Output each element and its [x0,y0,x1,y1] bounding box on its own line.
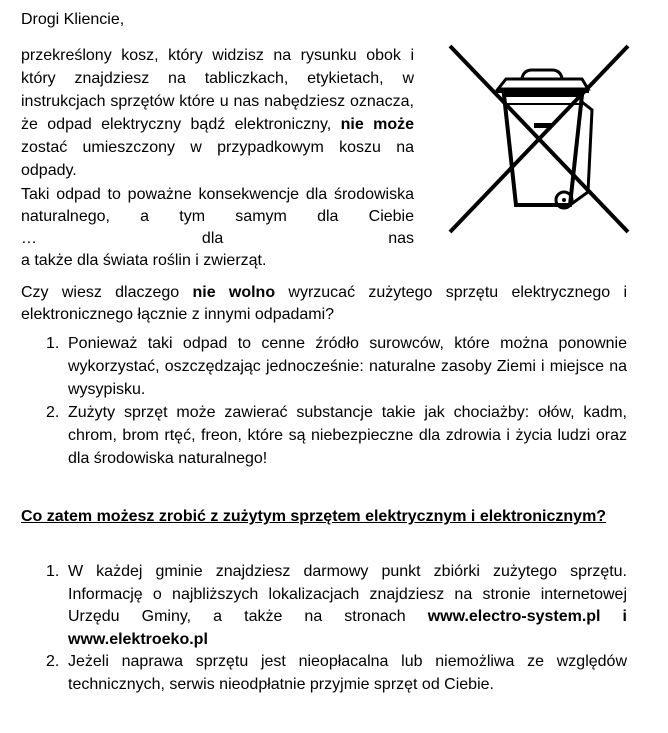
intro-emphasis: nie może [340,116,414,133]
greeting: Drogi Kliencie, [21,11,125,28]
consequences-paragraph [21,184,414,272]
consequences-word-dla: dla [201,230,224,247]
link-separator: i [600,608,627,625]
website-link-elektroeko[interactable]: www.elektroeko.pl [68,630,208,648]
intro-text-2: zostać umieszczony w przypadkowym koszu na odpady. [21,139,414,179]
list-item-number: 2. [46,404,60,421]
list-item-text: Ponieważ taki odpad to cenne źródło surowców, które można ponownie wykorzystać, oszczędzając jednocześnie: naturalne zasoby Ziemi i miejsce na wysypisku. [68,335,627,398]
list-item-number: 1. [46,335,60,352]
list-item [21,651,627,696]
actions-list [21,561,627,696]
question-emphasis: nie wolno [192,284,276,301]
list-item [21,401,627,470]
question-text-1: Czy wiesz dlaczego [21,284,193,301]
list-item [21,561,627,651]
section-heading: Co zatem możesz zrobić z zużytym sprzętem elektrycznym i elektronicznym? [21,508,607,525]
list-item-text: Jeżeli naprawa sprzętu jest nieopłacalna lub niemożliwa ze względów technicznych, serwis nieodpłatnie przyjmie sprzęt od Ciebie. [68,653,627,693]
consequences-line-1: Taki odpad to poważne konsekwencje dla środowiska naturalnego, a tym samym dla Ciebie [21,186,414,225]
list-item [21,332,627,401]
intro-text-1: przekreślony kosz, który widzisz na rysunku obok i który znajdziesz na tabliczkach, etykietach, w instrukcjach sprzętów które u nas nabędziesz oznacza, że odpad elektryczny bądź elektroniczny, [21,47,414,133]
list-item-number: 1. [46,563,60,580]
question-text-2: wyrzucać zużytego sprzętu elektrycznego i elektronicznego łącznie z innymi odpadami? [21,284,628,323]
question-paragraph [21,282,627,326]
crossed-out-wheelie-bin-icon [446,42,632,236]
list-item-text: Zużyty sprzęt może zawierać substancje takie jak chociażby: ołów, kadm, chrom, brom rtęć, freon, które są niebezpieczne dla zdrowia i życia ludzi oraz dla środowiska naturalnego! [68,404,627,467]
list-item-text: W każdej gminie znajdziesz darmowy punkt zbiórki zużytego sprzętu. Informację o najbliższych lokalizacjach znajdziesz na stronie internetowej Urzędu Gminy, a także na stronach [68,563,627,625]
consequences-word-nas: nas [388,230,414,247]
list-item-number: 2. [46,653,60,670]
consequences-line-2 [21,228,414,250]
intro-paragraph [21,44,414,182]
consequences-line-3: a także dla świata roślin i zwierząt. [21,252,267,269]
reasons-list [21,332,627,470]
consequences-ellipsis: … [21,230,37,247]
website-link-electro-system[interactable]: www.electro-system.pl [427,608,601,625]
